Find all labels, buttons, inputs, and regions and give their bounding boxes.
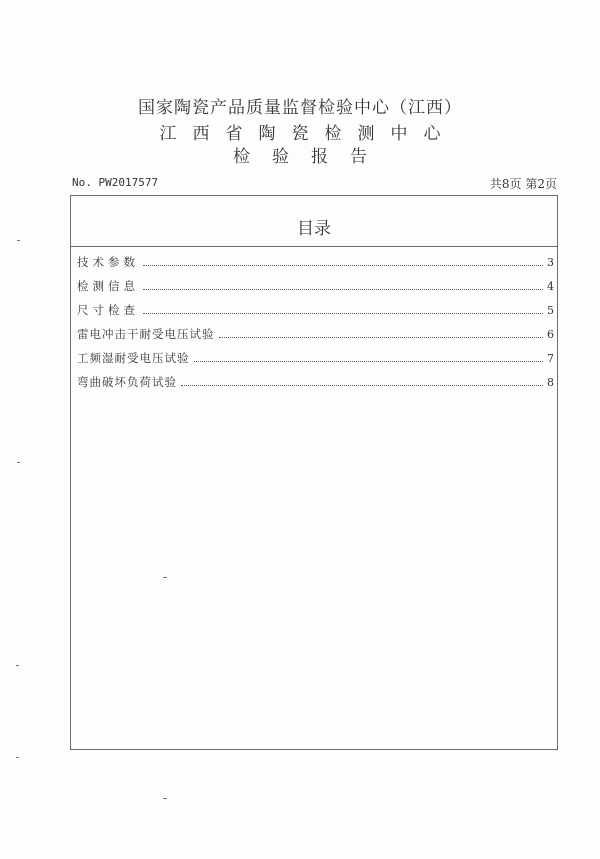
toc-item-label: 雷电冲击干耐受电压试验 — [77, 327, 215, 341]
toc-item-page: 4 — [547, 280, 554, 293]
toc-leader-dots — [143, 264, 543, 266]
report-title: 检验报告 — [233, 147, 389, 167]
page-count: 共8页 第2页 — [489, 177, 557, 191]
toc-title-divider — [71, 246, 557, 247]
institution-subname: 江西省陶瓷检测中心 — [159, 124, 457, 144]
report-number: No. PW2017577 — [72, 176, 159, 189]
toc-leader-dots — [181, 384, 543, 386]
toc-item-dimension-check[interactable] — [77, 302, 554, 326]
toc-item-power-frequency-wet-test[interactable] — [77, 350, 554, 374]
toc-box — [70, 195, 558, 750]
toc-item-label: 工频湿耐受电压试验 — [77, 351, 190, 365]
scan-speck — [16, 757, 19, 758]
scan-speck — [16, 665, 19, 666]
toc-leader-dots — [219, 336, 544, 338]
toc-leader-dots — [143, 312, 543, 314]
toc-item-test-info[interactable] — [77, 278, 554, 302]
toc-item-page: 3 — [547, 256, 554, 269]
toc-list — [77, 254, 554, 398]
scan-speck — [17, 462, 20, 463]
toc-leader-dots — [194, 360, 544, 362]
toc-item-page: 7 — [547, 352, 554, 365]
toc-item-technical-params[interactable] — [77, 254, 554, 278]
institution-name: 国家陶瓷产品质量监督检验中心（江西） — [138, 98, 462, 118]
toc-item-label: 尺寸检查 — [77, 303, 139, 317]
scan-speck — [163, 577, 167, 578]
toc-item-page: 5 — [547, 304, 554, 317]
toc-title: 目录 — [297, 219, 331, 239]
toc-item-page: 6 — [547, 328, 554, 341]
scan-speck — [163, 798, 167, 799]
toc-leader-dots — [143, 288, 543, 290]
toc-item-label: 检测信息 — [77, 279, 139, 293]
toc-item-label: 技术参数 — [77, 255, 139, 269]
toc-item-bending-failure-load-test[interactable] — [77, 374, 554, 398]
scan-speck — [17, 240, 20, 241]
toc-item-page: 8 — [547, 376, 554, 389]
toc-item-label: 弯曲破坏负荷试验 — [77, 375, 177, 389]
toc-item-lightning-impulse-test[interactable] — [77, 326, 554, 350]
